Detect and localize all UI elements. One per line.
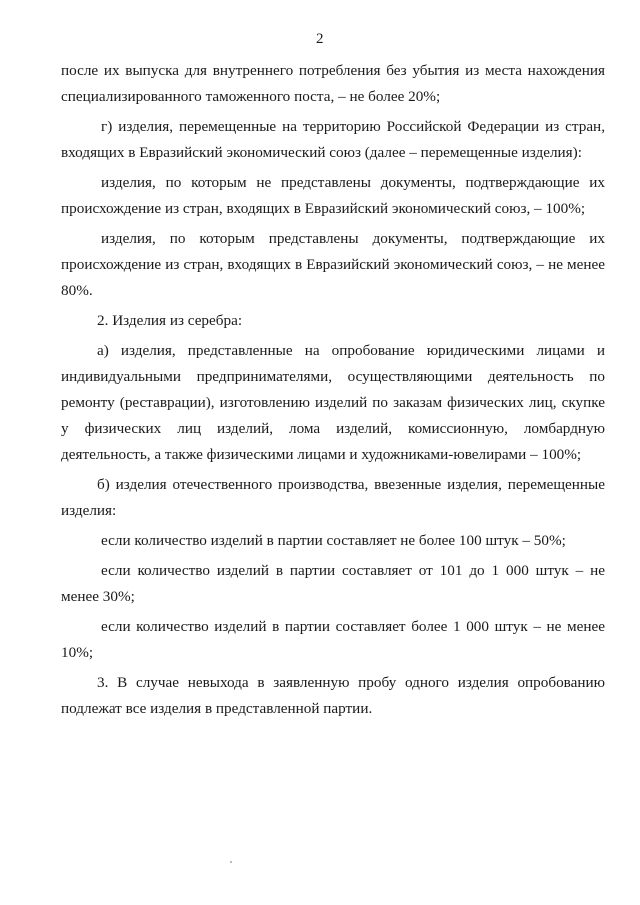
paragraph-3: изделия, по которым не представлены документы, подтверждающие их происхождение из стран, входящих в Евразийский экономический союз, – 100%; (61, 174, 605, 217)
document-body (61, 58, 605, 722)
paragraph-2: г) изделия, перемещенные на территорию Российской Федерации из стран, входящих в Евразийский экономический союз (далее – перемещенные изделия): (61, 118, 605, 161)
paragraph-6: а) изделия, представленные на опробование юридическими лицами и индивидуальными предпринимателями, осуществляющими деятельность по ремонту (реставрации), изготовлению изделий по заказам физических лиц, скупке у физических лиц изделий, лома изделий, комиссионную, ломбардную деятельность, а также физическими лицами и художниками-ювелирами – 100%; (61, 342, 605, 463)
paragraph-10: если количество изделий в партии составляет более 1 000 штук – не менее 10%; (61, 618, 605, 661)
paragraph-11: 3. В случае невыхода в заявленную пробу одного изделия опробованию подлежат все изделия в представленной партии. (61, 674, 605, 717)
paragraph-8: если количество изделий в партии составляет не более 100 штук – 50%; (101, 532, 566, 549)
paragraph-5: 2. Изделия из серебра: (97, 312, 243, 329)
paragraph-4: изделия, по которым представлены документы, подтверждающие их происхождение из стран, входящих в Евразийский экономический союз, – не менее 80%. (61, 230, 605, 299)
scan-speck (230, 861, 232, 863)
paragraph-9: если количество изделий в партии составляет от 101 до 1 000 штук – не менее 30%; (61, 562, 605, 605)
page-number: 2 (316, 31, 324, 47)
paragraph-1: после их выпуска для внутреннего потребления без убытия из места нахождения специализированного таможенного поста, – не более 20%; (61, 62, 605, 105)
paragraph-7: б) изделия отечественного производства, ввезенные изделия, перемещенные изделия: (61, 476, 605, 519)
